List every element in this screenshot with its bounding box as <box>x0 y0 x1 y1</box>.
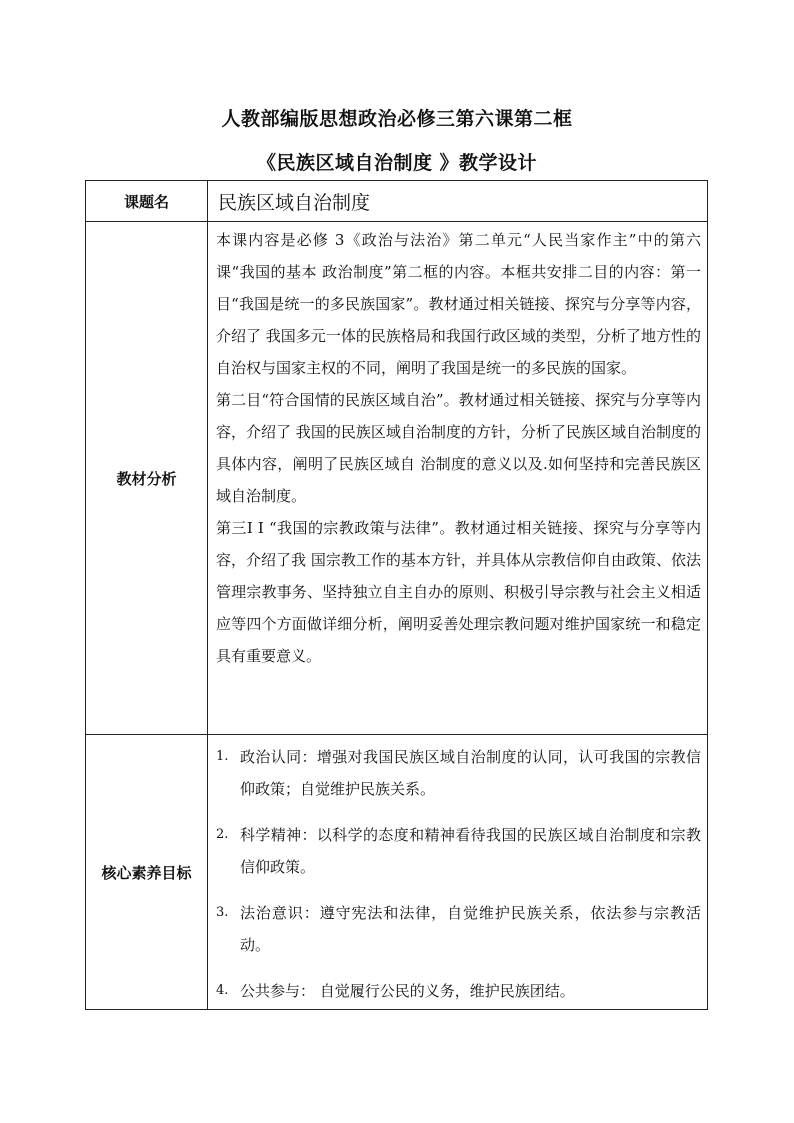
goal-number: 1. <box>216 749 229 764</box>
goal-number: 3. <box>216 905 229 920</box>
goal-item <box>208 819 701 883</box>
analysis-paragraph-2: 第二目“符合国情的民族区域自治”。教材通过相关链接、探究与分享等内容，介绍了 我国的民族区域自治制度的方针，分析了民族区域自治制度的具体内容，阐明了民族区域自 治制度的意义以及.如何坚持和完善民族区域自治制度。 <box>216 391 701 505</box>
goals-row <box>86 735 708 1010</box>
goal-number: 2. <box>216 827 229 842</box>
topic-value: 民族区域自治制度 <box>208 181 708 222</box>
goal-item <box>208 897 701 961</box>
topic-label: 课题名 <box>86 181 208 222</box>
goal-number: 4. <box>216 983 229 998</box>
goals-content <box>208 735 708 1010</box>
goal-item <box>208 975 701 1007</box>
analysis-paragraph-3: 第三I I “我国的宗教政策与法律”。教材通过相关链接、探究与分享等内容，介绍了我 国宗教工作的基本方针，并具体从宗教信仰自由政策、依法管理宗教事务、坚持独立自主自办的原则、积极引导宗教与社会主义相适应等四个方面做详细分析，阐明妥善处理宗教问题对维护国家统一和稳定具有重要意义。 <box>216 519 701 665</box>
topic-row <box>86 181 708 222</box>
goals-list <box>208 741 707 1007</box>
goal-text: 法治意识：遵守宪法和法律，自觉维护民族关系，依法参与宗教活动。 <box>240 904 701 954</box>
goals-label: 核心素养目标 <box>86 735 208 1010</box>
goal-item <box>208 741 701 805</box>
lesson-plan-table <box>85 180 708 1010</box>
analysis-row <box>86 222 708 735</box>
document-title: 人教部编版思想政治必修三第六课第二框 <box>221 108 573 130</box>
analysis-content <box>208 222 708 735</box>
goal-text: 政治认同：增强对我国民族区域自治制度的认同，认可我国的宗教信仰政策；自觉维护民族关系。 <box>240 748 701 798</box>
analysis-label: 教材分析 <box>86 222 208 735</box>
goal-text: 公共参与： 自觉履行公民的义务，维护民族团结。 <box>240 982 575 1000</box>
document-subtitle: 《民族区域自治制度 》教学设计 <box>256 152 538 174</box>
analysis-paragraph-1: 本课内容是必修 3《政治与法治》第二单元“人民当家作主”中的第六课“我国的基本 政治制度”第二框的内容。本框共安排二目的内容：第一目“我国是统一的多民族国家”。教材通过相关链接、探究与分享等内容，介绍了 我国多元一体的民族格局和我国行政区域的类型，分析了地方性的自治权与国家主权的不同，阐明了我国是统一的多民族的国家。 <box>216 231 701 377</box>
goal-text: 科学精神：以科学的态度和精神看待我国的民族区域自治制度和宗教信仰政策。 <box>240 826 701 876</box>
